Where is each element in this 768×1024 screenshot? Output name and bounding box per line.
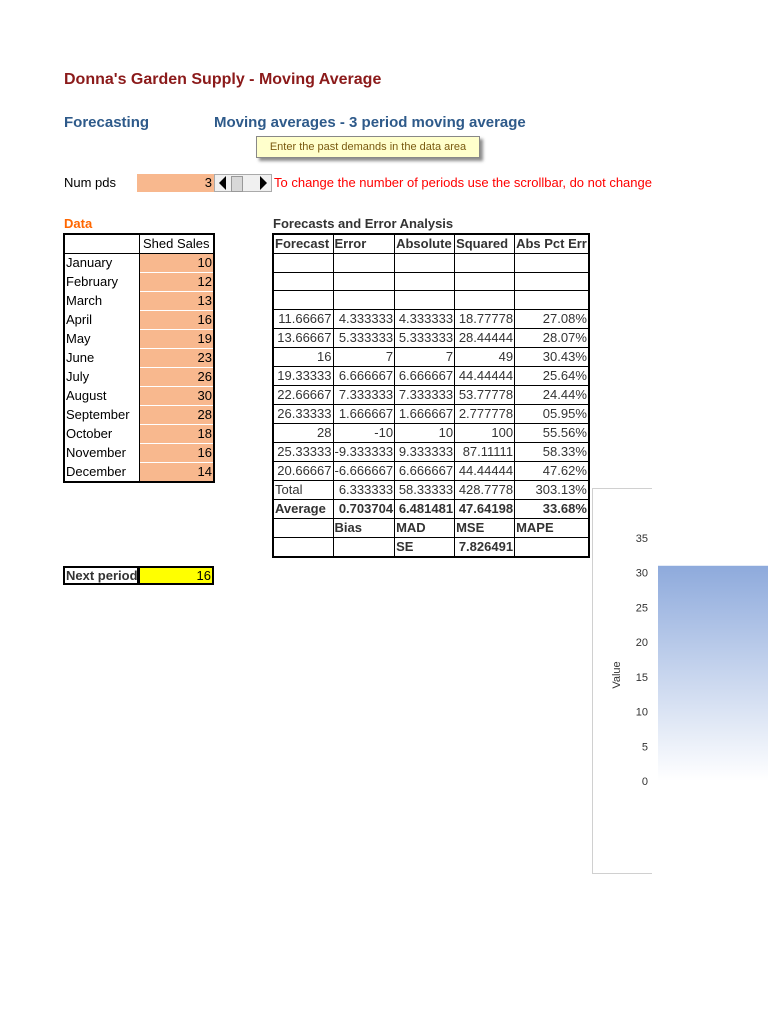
- absolute-cell: 1.666667: [395, 404, 455, 423]
- squared-cell: [455, 272, 515, 291]
- y-tick-label: 10: [635, 706, 648, 719]
- forecast-cell: 20.66667: [273, 461, 333, 480]
- average-label: Average: [273, 499, 333, 518]
- forecast-cell: 11.66667: [273, 309, 333, 328]
- data-row: [64, 444, 214, 463]
- forecast-row: [273, 423, 589, 442]
- next-period-label: Next period: [63, 566, 139, 585]
- absolute-cell: 10: [395, 423, 455, 442]
- periods-scrollbar[interactable]: [214, 174, 272, 192]
- month-header-cell: [64, 234, 139, 254]
- absolute-cell: 9.333333: [395, 442, 455, 461]
- abs-pct-err-cell: 55.56%: [515, 423, 589, 442]
- forecast-row: [273, 461, 589, 480]
- month-cell: February: [66, 274, 119, 289]
- forecast-row: [273, 347, 589, 366]
- squared-cell: 44.44444: [455, 366, 515, 385]
- mad-label: MAD: [395, 518, 455, 537]
- month-cell: May: [66, 331, 91, 346]
- blank-cell: [333, 537, 395, 557]
- squared-cell: 44.44444: [455, 461, 515, 480]
- abs-pct-err-cell: [515, 272, 589, 291]
- error-cell: 1.666667: [333, 404, 395, 423]
- forecasting-heading: Forecasting: [64, 114, 150, 131]
- sales-cell[interactable]: 10: [139, 254, 214, 273]
- forecast-cell: 19.33333: [273, 366, 333, 385]
- average-value: 33.68%: [515, 499, 589, 518]
- num-pds-value[interactable]: 3: [137, 174, 214, 192]
- squared-cell: [455, 291, 515, 310]
- data-row: [64, 311, 214, 330]
- mape-label: MAPE: [515, 518, 589, 537]
- forecast-row: [273, 272, 589, 291]
- y-tick-label: 25: [635, 602, 648, 615]
- squared-cell: 53.77778: [455, 385, 515, 404]
- abs-pct-err-cell: 24.44%: [515, 385, 589, 404]
- squared-cell: 18.77778: [455, 309, 515, 328]
- month-cell: January: [66, 255, 113, 271]
- error-cell: -10: [333, 423, 395, 442]
- sales-cell[interactable]: 13: [139, 292, 214, 311]
- se-value: 7.826491: [455, 537, 515, 557]
- absolute-cell: 4.333333: [395, 309, 455, 328]
- abs-pct-err-cell: 05.95%: [515, 404, 589, 423]
- total-row: [273, 480, 589, 499]
- total-label: Total: [273, 480, 333, 499]
- data-row: [64, 254, 214, 273]
- scroll-thumb[interactable]: [231, 176, 243, 192]
- forecast-cell: [273, 254, 333, 273]
- sales-cell[interactable]: 19: [139, 330, 214, 349]
- month-cell: June: [66, 350, 95, 365]
- y-tick-label: 5: [641, 741, 648, 754]
- absolute-header: Absolute: [395, 234, 455, 254]
- data-entry-tooltip: Enter the past demands in the data area: [256, 136, 480, 158]
- abs-pct-err-cell: 58.33%: [515, 442, 589, 461]
- forecast-row: [273, 328, 589, 347]
- abs-pct-err-cell: 25.64%: [515, 366, 589, 385]
- squared-cell: 2.777778: [455, 404, 515, 423]
- average-value: 6.481481: [395, 499, 455, 518]
- error-cell: [333, 254, 395, 273]
- absolute-cell: [395, 272, 455, 291]
- squared-cell: [455, 254, 515, 273]
- data-row: [64, 292, 214, 311]
- error-cell: 7.333333: [333, 385, 395, 404]
- abs-pct-err-cell: [515, 254, 589, 273]
- data-row: [64, 368, 214, 387]
- forecast-cell: 22.66667: [273, 385, 333, 404]
- forecast-row: [273, 309, 589, 328]
- forecast-cell: [273, 272, 333, 291]
- month-cell: March: [66, 293, 103, 308]
- data-table: [63, 233, 215, 483]
- scrollbar-note: To change the number of periods use the scrollbar, do not change: [274, 175, 652, 190]
- sales-cell[interactable]: 16: [139, 444, 214, 463]
- forecast-cell: 25.33333: [273, 442, 333, 461]
- se-label: SE: [395, 537, 455, 557]
- y-tick-label: 15: [635, 671, 648, 684]
- chart-bar: [658, 566, 768, 781]
- squared-cell: 87.11111: [455, 442, 515, 461]
- metric-label-row: [273, 518, 589, 537]
- method-heading: Moving averages - 3 period moving average: [214, 114, 526, 131]
- data-row: [64, 273, 214, 292]
- abs-pct-err-cell: 30.43%: [515, 347, 589, 366]
- y-tick-label: 35: [635, 533, 648, 545]
- absolute-cell: 7.333333: [395, 385, 455, 404]
- scroll-left-icon[interactable]: [219, 176, 226, 190]
- next-period-value: 16: [138, 566, 214, 585]
- forecast-row: [273, 366, 589, 385]
- data-row: [64, 425, 214, 444]
- month-cell: April: [66, 312, 93, 327]
- error-cell: -6.666667: [333, 461, 395, 480]
- blank-cell: [273, 537, 333, 557]
- forecast-cell: [273, 291, 333, 310]
- se-row: [273, 537, 589, 557]
- sales-cell[interactable]: 28: [139, 406, 214, 425]
- abs-pct-err-cell: 28.07%: [515, 328, 589, 347]
- month-cell: September: [66, 407, 130, 422]
- abs-pct-err-cell: [515, 291, 589, 310]
- squared-header: Squared: [455, 234, 515, 254]
- month-cell: July: [66, 369, 90, 384]
- error-cell: [333, 272, 395, 291]
- forecast-header: Forecast: [273, 234, 333, 254]
- month-cell: December: [66, 463, 126, 479]
- error-cell: 7: [333, 347, 395, 366]
- mse-label: MSE: [455, 518, 515, 537]
- data-row: [64, 330, 214, 349]
- total-value: 6.333333: [333, 480, 395, 499]
- data-row: [64, 387, 214, 406]
- abs-pct-err-header: Abs Pct Err: [515, 234, 589, 254]
- absolute-cell: [395, 291, 455, 310]
- forecast-cell: 16: [273, 347, 333, 366]
- y-tick-label: 30: [635, 567, 648, 580]
- absolute-cell: 5.333333: [395, 328, 455, 347]
- num-pds-label: Num pds: [64, 175, 117, 190]
- error-header: Error: [333, 234, 395, 254]
- forecast-row: [273, 442, 589, 461]
- absolute-cell: 6.666667: [395, 461, 455, 480]
- sales-cell[interactable]: 16: [139, 311, 214, 330]
- month-cell: November: [66, 445, 126, 460]
- month-cell: August: [66, 388, 107, 403]
- shed-sales-header: Shed Sales: [139, 234, 214, 254]
- data-header-row: [64, 234, 214, 254]
- average-row: [273, 499, 589, 518]
- squared-cell: 49: [455, 347, 515, 366]
- abs-pct-err-cell: 27.08%: [515, 309, 589, 328]
- forecast-row: [273, 254, 589, 273]
- sales-cell[interactable]: 18: [139, 425, 214, 444]
- abs-pct-err-cell: 47.62%: [515, 461, 589, 480]
- squared-cell: 28.44444: [455, 328, 515, 347]
- blank-cell: [273, 518, 333, 537]
- sales-cell[interactable]: 12: [139, 273, 214, 292]
- total-value: 58.33333: [395, 480, 455, 499]
- forecast-row: [273, 385, 589, 404]
- error-cell: 4.333333: [333, 309, 395, 328]
- absolute-cell: 6.666667: [395, 366, 455, 385]
- scroll-right-icon[interactable]: [260, 176, 267, 190]
- data-row: [64, 406, 214, 425]
- squared-cell: 100: [455, 423, 515, 442]
- forecast-header-row: [273, 234, 589, 254]
- average-value: 47.64198: [455, 499, 515, 518]
- month-cell: October: [66, 426, 113, 441]
- forecast-row: [273, 291, 589, 310]
- forecast-row: [273, 404, 589, 423]
- absolute-cell: 7: [395, 347, 455, 366]
- data-label: Data: [64, 216, 93, 231]
- forecast-cell: 26.33333: [273, 404, 333, 423]
- bias-label: Bias: [333, 518, 395, 537]
- total-value: 303.13%: [515, 480, 589, 499]
- data-row: [64, 349, 214, 368]
- sales-cell[interactable]: 14: [139, 463, 214, 483]
- chart-svg: [600, 520, 768, 800]
- absolute-cell: [395, 254, 455, 273]
- forecast-table: [272, 233, 590, 558]
- blank-cell: [515, 537, 589, 557]
- chart-y-axis-label: Value: [611, 661, 623, 689]
- forecast-cell: 28: [273, 423, 333, 442]
- page-title: Donna's Garden Supply - Moving Average: [64, 71, 382, 88]
- sales-cell[interactable]: 26: [139, 368, 214, 387]
- sales-cell[interactable]: 30: [139, 387, 214, 406]
- error-cell: 6.666667: [333, 366, 395, 385]
- forecast-cell: 13.66667: [273, 328, 333, 347]
- error-cell: [333, 291, 395, 310]
- average-value: 0.703704: [333, 499, 395, 518]
- y-tick-label: 0: [641, 776, 648, 788]
- y-tick-label: 20: [635, 637, 648, 650]
- data-row: [64, 463, 214, 483]
- total-value: 428.7778: [455, 480, 515, 499]
- error-cell: 5.333333: [333, 328, 395, 347]
- forecast-section-title: Forecasts and Error Analysis: [273, 216, 454, 231]
- error-cell: -9.333333: [333, 442, 395, 461]
- sales-cell[interactable]: 23: [139, 349, 214, 368]
